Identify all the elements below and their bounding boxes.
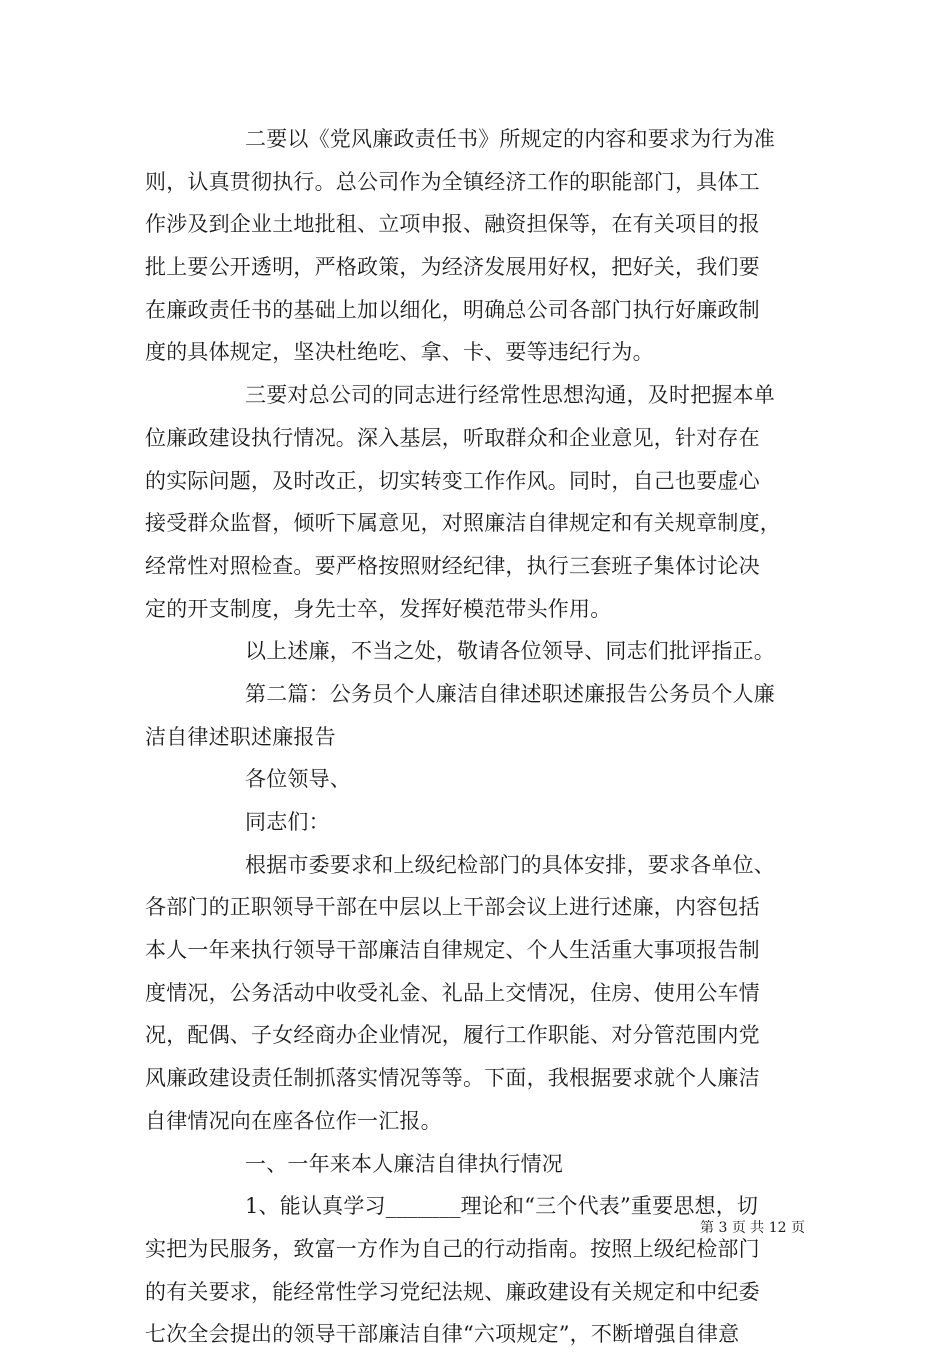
text-line: 批上要公开透明，严格政策，为经济发展用好权，把好关，我们要 — [145, 255, 760, 280]
text-line: 定的开支制度，身先士卒，发挥好模范带头作用。 — [145, 596, 612, 621]
text-line: 的有关要求，能经常性学习党纪法规、廉政建设有关规定和中纪委 — [145, 1279, 760, 1304]
document-body — [145, 118, 810, 1356]
text-line: 况，配偶、子女经商办企业情况，履行工作职能、对分管范围内党 — [145, 1023, 760, 1048]
text-line: 本人一年来执行领导干部廉洁自律规定、个人生活重大事项报告制 — [145, 938, 760, 963]
text-line: 二要以《党风廉政责任书》所规定的内容和要求为行为准 — [245, 127, 775, 151]
text-line: 度情况，公务活动中收受礼金、礼品上交情况，住房、使用公车情 — [145, 980, 760, 1005]
text-line: 位廉政建设执行情况。深入基层，听取群众和企业意见，针对存在 — [145, 425, 760, 450]
text-line: 自律情况向在座各位作一汇报。 — [145, 1108, 442, 1133]
text-line: 风廉政建设责任制抓落实情况等等。下面，我根据要求就个人廉洁 — [145, 1066, 760, 1091]
text-line: 七次全会提出的领导干部廉洁自律“六项规定”，不断增强自律意 — [145, 1322, 740, 1347]
text-line: 根据市委要求和上级纪检部门的具体安排，要求各单位、 — [245, 852, 775, 877]
text-line: 实把为民服务，致富一方作为自己的行动指南。按照上级纪检部门 — [145, 1236, 760, 1261]
text-line: 洁自律述职述廉报告 — [145, 724, 336, 749]
text-line: 度的具体规定，坚决杜绝吃、拿、卡、要等违纪行为。 — [145, 340, 654, 365]
text-line: 以上述廉，不当之处，敬请各位领导、同志们批评指正。 — [245, 639, 775, 664]
text-line: 各位领导、 — [245, 767, 351, 792]
text-line: 的实际问题，及时改正，切实转变工作作风。同时，自己也要虚心 — [145, 468, 760, 493]
text-line: 同志们： — [245, 810, 330, 834]
text-line: 则，认真贯彻执行。总公司作为全镇经济工作的职能部门，具体工 — [145, 169, 760, 194]
text-line: 接受群众监督，倾听下属意见，对照廉洁自律规定和有关规章制度， — [145, 511, 781, 536]
page-number-footer: 第 3 页 共 12 页 — [700, 1220, 805, 1236]
text-line: 1、能认真学习_______理论和“三个代表”重要思想，切 — [245, 1194, 759, 1219]
text-line: 各部门的正职领导干部在中层以上干部会议上进行述廉，内容包括 — [145, 895, 760, 920]
text-line: 一、一年来本人廉洁自律执行情况 — [245, 1151, 563, 1176]
text-line: 三要对总公司的同志进行经常性思想沟通，及时把握本单 — [245, 383, 775, 408]
text-line: 第二篇：公务员个人廉洁自律述职述廉报告公务员个人廉 — [245, 681, 775, 706]
text-line: 作涉及到企业土地批租、立项申报、融资担保等，在有关项目的报 — [145, 212, 760, 237]
text-line: 经常性对照检查。要严格按照财经纪律，执行三套班子集体讨论决 — [145, 553, 760, 578]
text-line: 在廉政责任书的基础上加以细化，明确总公司各部门执行好廉政制 — [145, 297, 760, 322]
